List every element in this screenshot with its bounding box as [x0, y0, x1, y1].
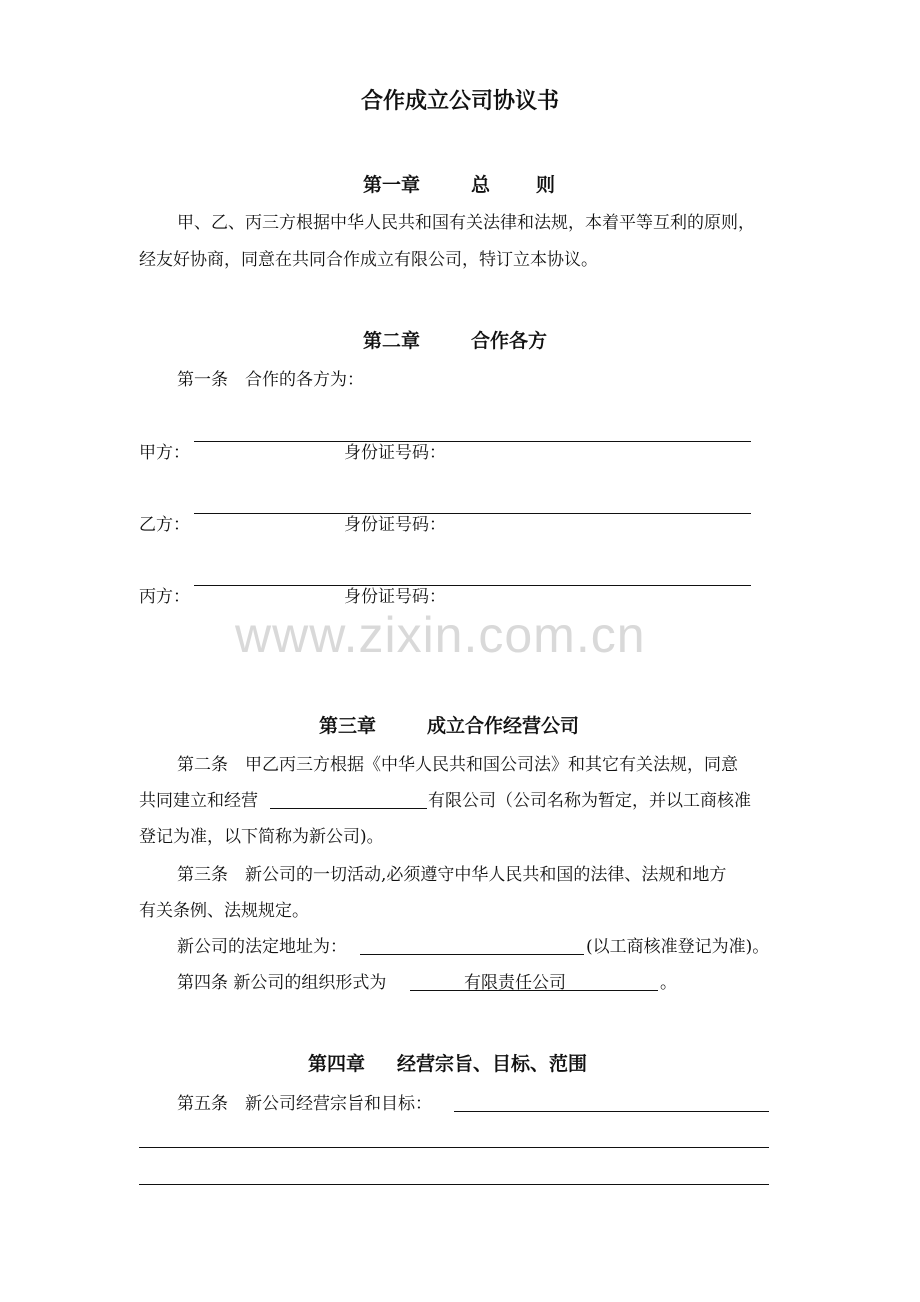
- article2-line3: 登记为准，以下简称为新公司)。: [139, 827, 384, 847]
- article1-text: 第一条 合作的各方为：: [177, 370, 364, 390]
- party-b-fill-line[interactable]: [194, 513, 751, 514]
- article2-line2-end: 有限公司（公司名称为暂定，并以工商核准: [428, 791, 751, 811]
- chapter4-heading: 第四章: [308, 1053, 366, 1075]
- chapter3-heading: 第三章: [319, 715, 377, 737]
- purpose-fill-line-2[interactable]: [139, 1147, 769, 1148]
- article2-line2-start: 共同建立和经营: [139, 791, 258, 811]
- article3-line1: 第三条 新公司的一切活动,必须遵守中华人民共和国的法律、法规和地方: [177, 865, 727, 885]
- watermark: www.zixin.com.cn: [235, 607, 646, 663]
- chapter2-heading: 第二章: [363, 330, 421, 352]
- party-b-id-label: 身份证号码：: [344, 515, 446, 535]
- purpose-fill-line-3[interactable]: [139, 1184, 769, 1185]
- chapter1-heading: 第一章: [363, 174, 421, 196]
- page-title: 合作成立公司协议书: [360, 89, 559, 114]
- article2-line1: 第二条 甲乙丙三方根据《中华人民共和国公司法》和其它有关法规，同意: [177, 755, 738, 775]
- article5-label: 第五条 新公司经营宗旨和目标：: [177, 1094, 432, 1114]
- party-a-label: 甲方：: [139, 443, 190, 463]
- company-name-fill-line[interactable]: [270, 808, 427, 809]
- chapter1-name-part1: 总: [471, 174, 491, 196]
- address-note: (以工商核准登记为准)。: [586, 937, 770, 957]
- party-c-fill-line[interactable]: [194, 585, 751, 586]
- chapter2-name: 合作各方: [471, 330, 548, 352]
- party-a-id-label: 身份证号码：: [344, 443, 446, 463]
- article4-period: 。: [660, 973, 677, 993]
- party-c-label: 丙方：: [139, 587, 190, 607]
- party-b-label: 乙方：: [139, 515, 190, 535]
- chapter3-name: 成立合作经营公司: [427, 715, 580, 737]
- address-label: 新公司的法定地址为：: [177, 937, 347, 957]
- purpose-fill-line-1[interactable]: [454, 1111, 769, 1112]
- article3-line2: 有关条例、法规规定。: [139, 901, 309, 921]
- chapter1-name-part2: 则: [536, 174, 556, 196]
- party-c-id-label: 身份证号码：: [344, 587, 446, 607]
- article4-value: 有限责任公司: [464, 973, 566, 993]
- chapter1-paragraph-line1: 甲、乙、丙三方根据中华人民共和国有关法律和法规，本着平等互利的原则，: [177, 213, 755, 233]
- article4-label: 第四条 新公司的组织形式为: [177, 973, 387, 993]
- chapter1-paragraph-line2: 经友好协商，同意在共同合作成立有限公司，特订立本协议。: [139, 250, 598, 270]
- chapter4-name: 经营宗旨、目标、范围: [397, 1053, 588, 1075]
- address-fill-line[interactable]: [360, 954, 584, 955]
- party-a-fill-line[interactable]: [194, 441, 751, 442]
